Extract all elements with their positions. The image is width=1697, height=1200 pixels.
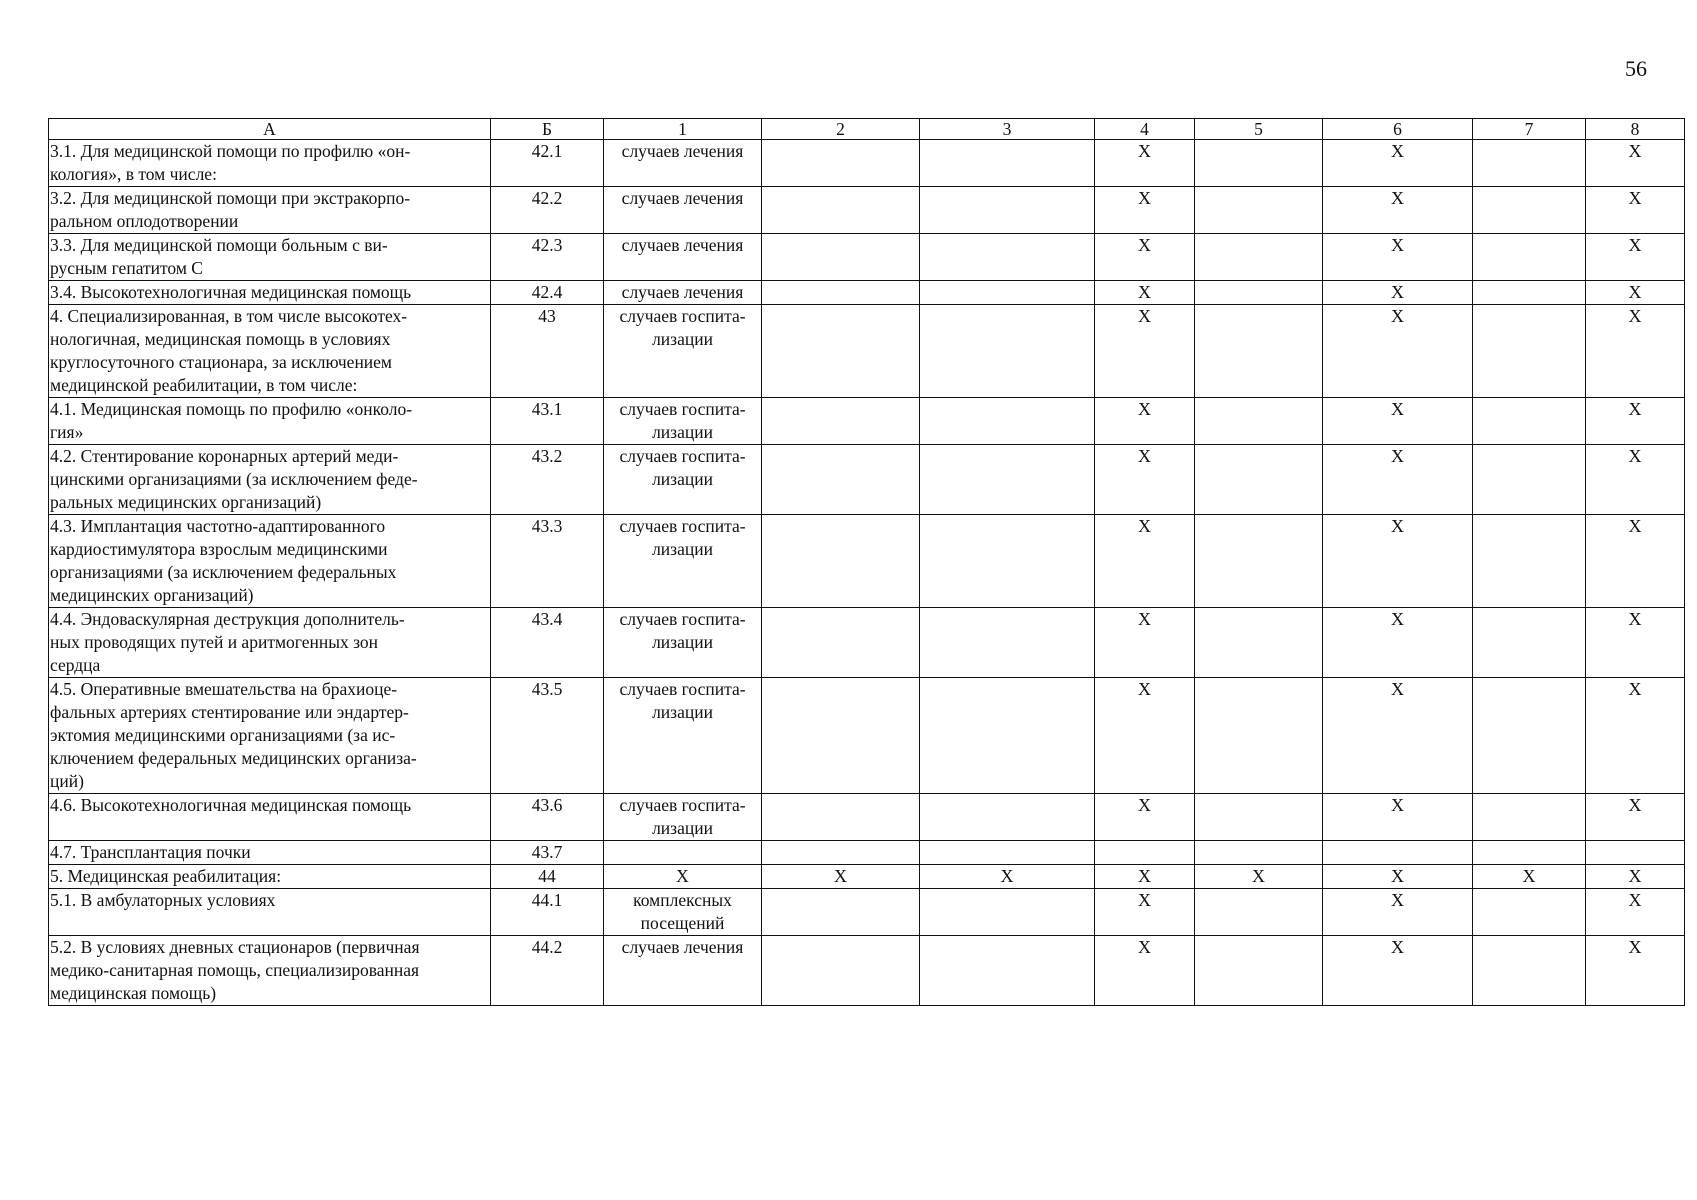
header-cell-2: 2 bbox=[762, 119, 920, 140]
row-unit-cell: случаев лечения bbox=[604, 936, 762, 1006]
row-name-cell: 4.5. Оперативные вмешательства на брахиоце- фальных артериях стентирование или эндартер- эктомия медицинскими организациями (за ис- ключением федеральных медицинских организа- ций) bbox=[49, 678, 491, 794]
row-col-4-cell: Х bbox=[1095, 305, 1195, 398]
table-row bbox=[49, 515, 1685, 608]
row-code-cell: 44.1 bbox=[491, 889, 604, 936]
table-row bbox=[49, 794, 1685, 841]
row-code-cell: 44.2 bbox=[491, 936, 604, 1006]
row-name-cell: 4. Специализированная, в том числе высокотех- нологичная, медицинская помощь в условиях круглосуточного стационара, за исключением медицинской реабилитации, в том числе: bbox=[49, 305, 491, 398]
row-col-8-cell: Х bbox=[1586, 140, 1685, 187]
row-code-cell: 43.2 bbox=[491, 445, 604, 515]
row-col-2-cell bbox=[762, 841, 920, 865]
row-code-cell: 42.2 bbox=[491, 187, 604, 234]
row-col-7-cell bbox=[1473, 445, 1586, 515]
page-number: 56 bbox=[1625, 56, 1647, 81]
row-col-4-cell: Х bbox=[1095, 515, 1195, 608]
row-col-4-cell: Х bbox=[1095, 140, 1195, 187]
row-col-7-cell bbox=[1473, 794, 1586, 841]
row-col-7-cell bbox=[1473, 889, 1586, 936]
row-col-3-cell bbox=[920, 936, 1095, 1006]
row-col-5-cell bbox=[1195, 234, 1323, 281]
row-unit-cell: случаев госпита- лизации bbox=[604, 608, 762, 678]
row-code-cell: 42.4 bbox=[491, 281, 604, 305]
row-name-cell: 3.1. Для медицинской помощи по профилю «он- кология», в том числе: bbox=[49, 140, 491, 187]
row-col-6-cell: Х bbox=[1323, 865, 1473, 889]
row-name-cell: 5.2. В условиях дневных стационаров (первичная медико-санитарная помощь, специализированная медицинская помощь) bbox=[49, 936, 491, 1006]
row-col-2-cell bbox=[762, 445, 920, 515]
row-col-2-cell bbox=[762, 234, 920, 281]
row-col-3-cell: Х bbox=[920, 865, 1095, 889]
row-name-cell: 4.1. Медицинская помощь по профилю «онколо- гия» bbox=[49, 398, 491, 445]
table-row bbox=[49, 398, 1685, 445]
header-cell-3: 3 bbox=[920, 119, 1095, 140]
row-col-2-cell bbox=[762, 305, 920, 398]
row-col-8-cell: Х bbox=[1586, 398, 1685, 445]
row-unit-cell: Х bbox=[604, 865, 762, 889]
row-code-cell: 43.7 bbox=[491, 841, 604, 865]
table-row bbox=[49, 841, 1685, 865]
row-col-8-cell: Х bbox=[1586, 794, 1685, 841]
row-col-6-cell: Х bbox=[1323, 234, 1473, 281]
row-col-2-cell bbox=[762, 515, 920, 608]
row-col-8-cell: Х bbox=[1586, 305, 1685, 398]
header-cell-a: А bbox=[49, 119, 491, 140]
row-col-2-cell bbox=[762, 398, 920, 445]
row-code-cell: 43.5 bbox=[491, 678, 604, 794]
row-col-5-cell bbox=[1195, 841, 1323, 865]
row-col-5-cell bbox=[1195, 187, 1323, 234]
header-cell-4: 4 bbox=[1095, 119, 1195, 140]
row-col-6-cell: Х bbox=[1323, 445, 1473, 515]
row-col-2-cell bbox=[762, 794, 920, 841]
row-name-cell: 4.7. Трансплантация почки bbox=[49, 841, 491, 865]
row-name-cell: 3.3. Для медицинской помощи больным с ви- русным гепатитом С bbox=[49, 234, 491, 281]
row-name-cell: 5.1. В амбулаторных условиях bbox=[49, 889, 491, 936]
row-col-5-cell bbox=[1195, 678, 1323, 794]
row-name-cell: 4.4. Эндоваскулярная деструкция дополнитель- ных проводящих путей и аритмогенных зон сердца bbox=[49, 608, 491, 678]
table-row bbox=[49, 234, 1685, 281]
row-col-6-cell: Х bbox=[1323, 140, 1473, 187]
row-unit-cell bbox=[604, 841, 762, 865]
row-name-cell: 5. Медицинская реабилитация: bbox=[49, 865, 491, 889]
row-col-2-cell bbox=[762, 608, 920, 678]
row-col-3-cell bbox=[920, 398, 1095, 445]
row-col-4-cell: Х bbox=[1095, 865, 1195, 889]
row-col-6-cell: Х bbox=[1323, 608, 1473, 678]
table-row bbox=[49, 936, 1685, 1006]
row-col-2-cell bbox=[762, 936, 920, 1006]
row-code-cell: 43.1 bbox=[491, 398, 604, 445]
table-row bbox=[49, 445, 1685, 515]
row-col-7-cell: Х bbox=[1473, 865, 1586, 889]
row-col-5-cell bbox=[1195, 889, 1323, 936]
row-col-6-cell bbox=[1323, 841, 1473, 865]
row-unit-cell: случаев госпита- лизации bbox=[604, 794, 762, 841]
row-name-cell: 4.3. Имплантация частотно-адаптированного кардиостимулятора взрослым медицинскими организациями (за исключением федеральных медицинских организаций) bbox=[49, 515, 491, 608]
row-col-5-cell: Х bbox=[1195, 865, 1323, 889]
row-unit-cell: случаев госпита- лизации bbox=[604, 398, 762, 445]
row-col-3-cell bbox=[920, 841, 1095, 865]
table-row bbox=[49, 140, 1685, 187]
row-col-6-cell: Х bbox=[1323, 281, 1473, 305]
table-row bbox=[49, 281, 1685, 305]
header-cell-5: 5 bbox=[1195, 119, 1323, 140]
header-cell-1: 1 bbox=[604, 119, 762, 140]
row-col-8-cell: Х bbox=[1586, 281, 1685, 305]
row-col-3-cell bbox=[920, 305, 1095, 398]
table-row bbox=[49, 187, 1685, 234]
row-col-3-cell bbox=[920, 445, 1095, 515]
row-col-5-cell bbox=[1195, 936, 1323, 1006]
row-col-8-cell: Х bbox=[1586, 865, 1685, 889]
row-col-7-cell bbox=[1473, 608, 1586, 678]
row-col-5-cell bbox=[1195, 515, 1323, 608]
header-cell-b: Б bbox=[491, 119, 604, 140]
row-col-6-cell: Х bbox=[1323, 889, 1473, 936]
row-col-3-cell bbox=[920, 234, 1095, 281]
row-col-3-cell bbox=[920, 678, 1095, 794]
row-col-5-cell bbox=[1195, 608, 1323, 678]
row-col-2-cell bbox=[762, 281, 920, 305]
table-row bbox=[49, 608, 1685, 678]
row-col-2-cell: Х bbox=[762, 865, 920, 889]
row-col-4-cell: Х bbox=[1095, 398, 1195, 445]
row-col-4-cell: Х bbox=[1095, 678, 1195, 794]
row-col-2-cell bbox=[762, 140, 920, 187]
row-col-7-cell bbox=[1473, 841, 1586, 865]
data-table bbox=[48, 118, 1685, 1006]
row-col-7-cell bbox=[1473, 281, 1586, 305]
row-col-3-cell bbox=[920, 608, 1095, 678]
row-col-4-cell: Х bbox=[1095, 889, 1195, 936]
row-unit-cell: комплексных посещений bbox=[604, 889, 762, 936]
row-col-5-cell bbox=[1195, 794, 1323, 841]
row-col-7-cell bbox=[1473, 936, 1586, 1006]
row-code-cell: 43.4 bbox=[491, 608, 604, 678]
table-container bbox=[48, 118, 1685, 1006]
row-col-3-cell bbox=[920, 889, 1095, 936]
row-col-8-cell: Х bbox=[1586, 234, 1685, 281]
row-col-6-cell: Х bbox=[1323, 398, 1473, 445]
row-code-cell: 44 bbox=[491, 865, 604, 889]
row-name-cell: 4.6. Высокотехнологичная медицинская помощь bbox=[49, 794, 491, 841]
table-row bbox=[49, 305, 1685, 398]
row-col-5-cell bbox=[1195, 398, 1323, 445]
row-code-cell: 43.6 bbox=[491, 794, 604, 841]
row-name-cell: 3.4. Высокотехнологичная медицинская помощь bbox=[49, 281, 491, 305]
row-code-cell: 43 bbox=[491, 305, 604, 398]
row-unit-cell: случаев госпита- лизации bbox=[604, 305, 762, 398]
row-code-cell: 42.1 bbox=[491, 140, 604, 187]
row-col-8-cell: Х bbox=[1586, 445, 1685, 515]
row-col-7-cell bbox=[1473, 678, 1586, 794]
row-col-4-cell: Х bbox=[1095, 281, 1195, 305]
row-col-4-cell: Х bbox=[1095, 608, 1195, 678]
row-col-4-cell: Х bbox=[1095, 187, 1195, 234]
row-col-7-cell bbox=[1473, 234, 1586, 281]
row-col-5-cell bbox=[1195, 281, 1323, 305]
row-col-6-cell: Х bbox=[1323, 678, 1473, 794]
row-col-8-cell: Х bbox=[1586, 608, 1685, 678]
row-col-5-cell bbox=[1195, 305, 1323, 398]
row-col-8-cell: Х bbox=[1586, 678, 1685, 794]
row-col-6-cell: Х bbox=[1323, 936, 1473, 1006]
table-row bbox=[49, 865, 1685, 889]
row-unit-cell: случаев лечения bbox=[604, 187, 762, 234]
row-col-2-cell bbox=[762, 678, 920, 794]
row-code-cell: 42.3 bbox=[491, 234, 604, 281]
row-unit-cell: случаев лечения bbox=[604, 234, 762, 281]
header-cell-7: 7 bbox=[1473, 119, 1586, 140]
row-col-3-cell bbox=[920, 281, 1095, 305]
row-unit-cell: случаев лечения bbox=[604, 140, 762, 187]
row-col-2-cell bbox=[762, 889, 920, 936]
row-col-7-cell bbox=[1473, 515, 1586, 608]
row-col-3-cell bbox=[920, 515, 1095, 608]
row-col-8-cell: Х bbox=[1586, 187, 1685, 234]
row-name-cell: 3.2. Для медицинской помощи при экстракорпо- ральном оплодотворении bbox=[49, 187, 491, 234]
table-body bbox=[49, 140, 1685, 1006]
row-col-6-cell: Х bbox=[1323, 305, 1473, 398]
row-col-8-cell: Х bbox=[1586, 515, 1685, 608]
row-col-4-cell: Х bbox=[1095, 794, 1195, 841]
table-row bbox=[49, 678, 1685, 794]
row-col-5-cell bbox=[1195, 445, 1323, 515]
row-col-8-cell bbox=[1586, 841, 1685, 865]
row-col-8-cell: Х bbox=[1586, 889, 1685, 936]
row-unit-cell: случаев лечения bbox=[604, 281, 762, 305]
header-cell-6: 6 bbox=[1323, 119, 1473, 140]
row-col-3-cell bbox=[920, 140, 1095, 187]
row-col-7-cell bbox=[1473, 187, 1586, 234]
row-col-4-cell: Х bbox=[1095, 445, 1195, 515]
row-col-7-cell bbox=[1473, 398, 1586, 445]
row-col-4-cell bbox=[1095, 841, 1195, 865]
row-col-4-cell: Х bbox=[1095, 234, 1195, 281]
row-unit-cell: случаев госпита- лизации bbox=[604, 678, 762, 794]
header-row bbox=[49, 119, 1685, 140]
row-col-6-cell: Х bbox=[1323, 515, 1473, 608]
row-col-4-cell: Х bbox=[1095, 936, 1195, 1006]
row-unit-cell: случаев госпита- лизации bbox=[604, 515, 762, 608]
row-col-2-cell bbox=[762, 187, 920, 234]
row-code-cell: 43.3 bbox=[491, 515, 604, 608]
row-col-3-cell bbox=[920, 187, 1095, 234]
table-row bbox=[49, 889, 1685, 936]
row-col-8-cell: Х bbox=[1586, 936, 1685, 1006]
row-name-cell: 4.2. Стентирование коронарных артерий меди- цинскими организациями (за исключением феде- ральных медицинских организаций) bbox=[49, 445, 491, 515]
row-unit-cell: случаев госпита- лизации bbox=[604, 445, 762, 515]
row-col-5-cell bbox=[1195, 140, 1323, 187]
row-col-6-cell: Х bbox=[1323, 794, 1473, 841]
row-col-6-cell: Х bbox=[1323, 187, 1473, 234]
row-col-3-cell bbox=[920, 794, 1095, 841]
row-col-7-cell bbox=[1473, 305, 1586, 398]
row-col-7-cell bbox=[1473, 140, 1586, 187]
header-cell-8: 8 bbox=[1586, 119, 1685, 140]
